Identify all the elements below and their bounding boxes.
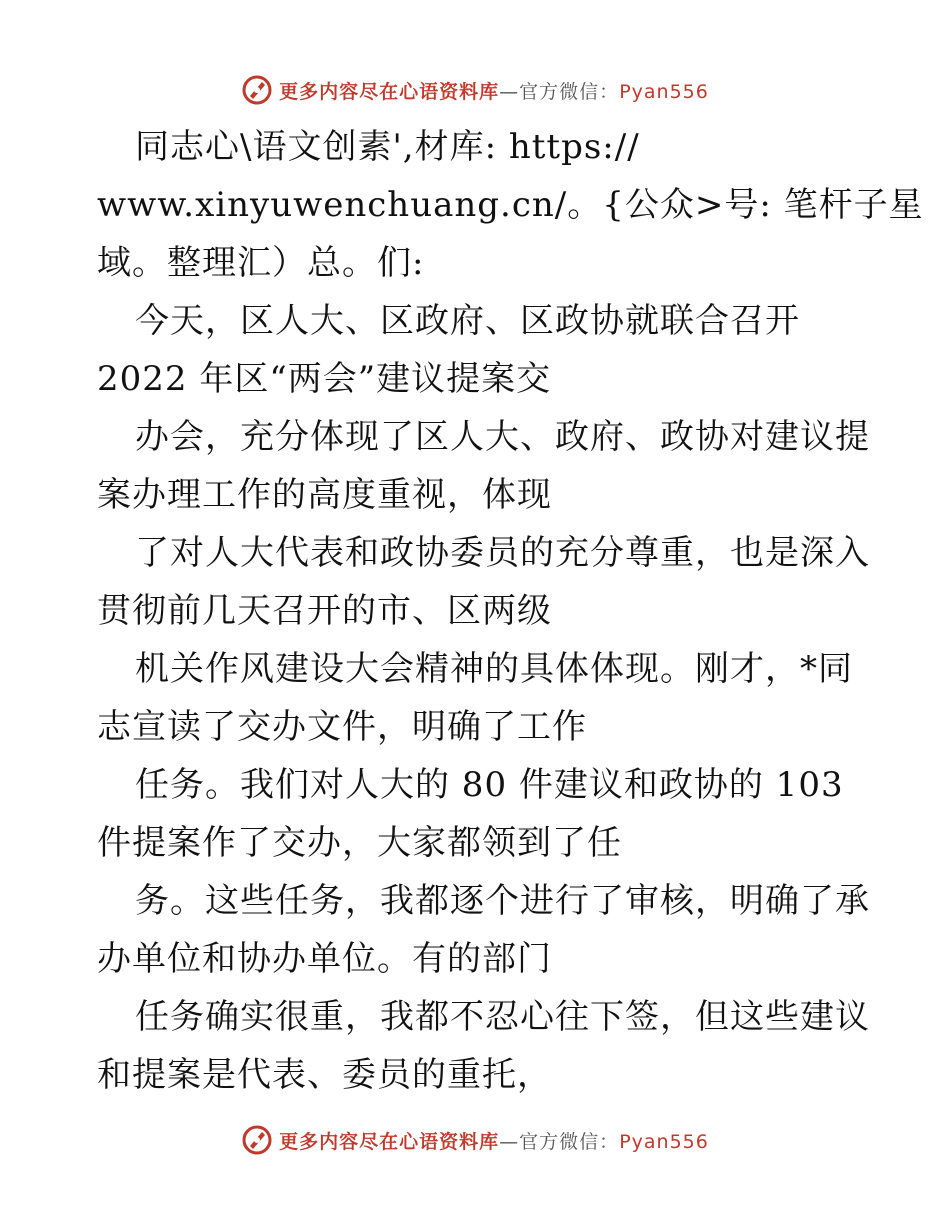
text-line: 了对人大代表和政协委员的充分尊重，也是深入 (135, 533, 870, 573)
banner-site-name: 更多内容尽在心语资料库 (279, 1130, 500, 1153)
text-line: 办会，充分体现了区人大、政府、政协对建议提 (135, 417, 870, 457)
text-line: 志宣读了交办文件，明确了工作 (97, 707, 587, 747)
text-line: 办单位和协办单位。有的部门 (97, 939, 552, 979)
banner-wechat-label: 官方微信： (519, 1130, 620, 1153)
text-line: www.xinyuwenchuang.cn/。{公众>号: 笔杆子星 (97, 185, 924, 225)
text-line: 任务。我们对人大的 80 件建议和政协的 103 (135, 765, 844, 805)
header-banner (0, 70, 950, 110)
pen-circle-logo-icon (241, 74, 273, 106)
text-line: 务。这些任务，我都逐个进行了审核，明确了承 (135, 881, 870, 921)
text-line: 域。整理汇）总。们: (97, 243, 425, 283)
text-line: 件提案作了交办，大家都领到了任 (97, 823, 622, 863)
banner-text (279, 1127, 709, 1154)
banner-dash: — (499, 80, 520, 103)
text-line: 2022 年区“两会”建议提案交 (97, 359, 552, 399)
text-line: 案办理工作的高度重视，体现 (97, 475, 552, 515)
pen-circle-logo-icon (241, 1124, 273, 1156)
text-line: 同志心\语文创素',材库: https:// (135, 127, 640, 167)
banner-wechat-id: Pyan556 (619, 1130, 709, 1153)
text-line: 贯彻前几天召开的市、区两级 (97, 591, 552, 631)
footer-banner (0, 1120, 950, 1160)
text-line: 机关作风建设大会精神的具体体现。刚才，*同 (135, 649, 853, 689)
text-line: 今天，区人大、区政府、区政协就联合召开 (135, 301, 800, 341)
banner-text (279, 77, 709, 104)
banner-site-name: 更多内容尽在心语资料库 (279, 80, 500, 103)
text-line: 任务确实很重，我都不忍心往下签，但这些建议 (135, 997, 870, 1037)
banner-wechat-id: Pyan556 (619, 80, 709, 103)
document-body (97, 118, 924, 1104)
banner-wechat-label: 官方微信： (519, 80, 620, 103)
banner-dash: — (499, 1130, 520, 1153)
text-line: 和提案是代表、委员的重托， (97, 1055, 552, 1095)
